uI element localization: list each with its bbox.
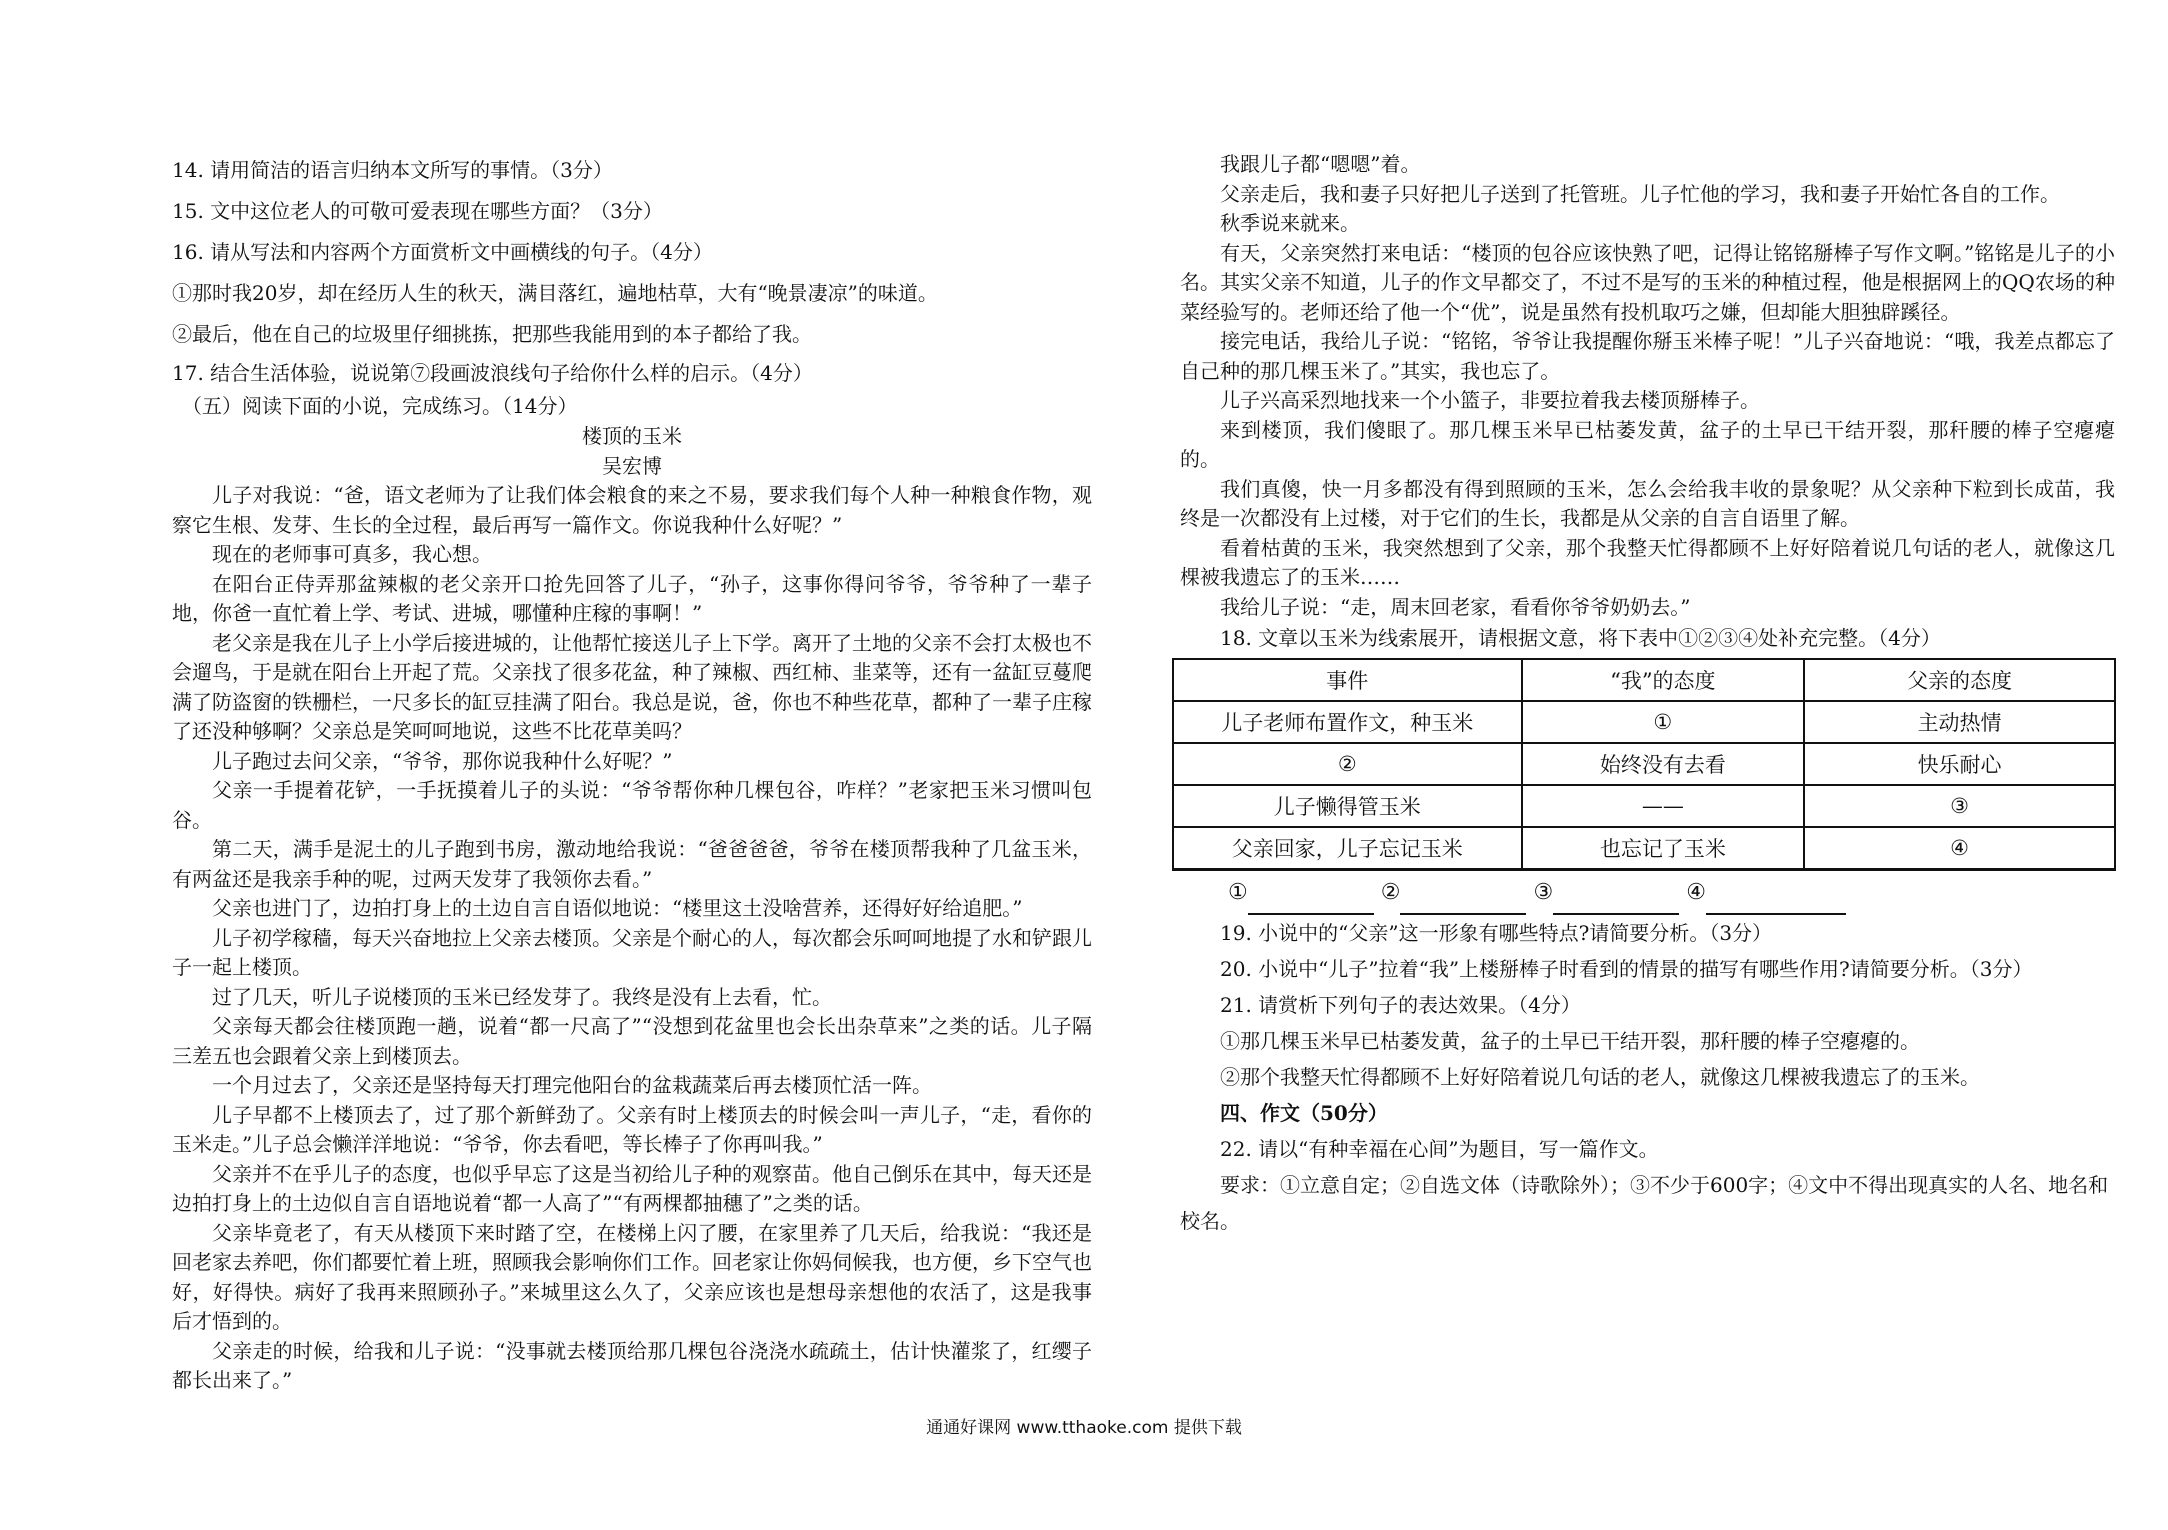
answer-blank[interactable]: [1248, 873, 1374, 915]
questions-14-17: [172, 150, 1092, 391]
question-20: 20. 小说中“儿子”拉着“我”上楼掰棒子时看到的情景的描写有哪些作用?请简要分析。（3分）: [1220, 957, 2033, 981]
question-16-sentence-2: ②最后，他在自己的垃圾里仔细挑拣，把那些我能用到的本子都给了我。: [172, 322, 812, 346]
left-column: [172, 150, 1092, 1396]
table-cell: 父亲回家，儿子忘记玉米: [1173, 827, 1522, 870]
table-cell: ③: [1804, 785, 2115, 827]
story-paragraph: 儿子兴高采烈地找来一个小篮子，非要拉着我去楼顶掰棒子。: [1220, 388, 1760, 412]
story-paragraph: 儿子跑过去问父亲，“爷爷，那你说我种什么好呢？”: [212, 748, 673, 773]
story-paragraph: 父亲每天都会往楼顶跑一趟，说着“都一尺高了”“没想到花盆里也会长出杂草来”之类的话。儿子隔三差五也会跟着父亲上到楼顶去。: [172, 1014, 1092, 1068]
table-row: [1173, 827, 2115, 870]
story-paragraph: 接完电话，我给儿子说：“铭铭，爷爷让我提醒你掰玉米棒子呢！”儿子兴奋地说：“哦，我差点都忘了自己种的那几棵玉米了。”其实，我也忘了。: [1180, 329, 2115, 383]
story-paragraph: 我们真傻，快一月多都没有得到照顾的玉米，怎么会给我丰收的景象呢？从父亲种下粒到长成苗，我终是一次都没有上过楼，对于它们的生长，我都是从父亲的自言自语里了解。: [1180, 476, 2115, 530]
table-cell: ①: [1522, 701, 1805, 743]
story-text-left: [172, 481, 1092, 1396]
question-19: 19. 小说中的“父亲”这一形象有哪些特点?请简要分析。（3分）: [1220, 921, 1773, 945]
question-18: 18. 文章以玉米为线索展开，请根据文意，将下表中①②③④处补充完整。（4分）: [1220, 626, 1941, 650]
table-cell: 快乐耐心: [1804, 743, 2115, 785]
blank-label: ①: [1228, 880, 1248, 905]
story-paragraph: 秋季说来就来。: [1220, 211, 1360, 235]
table-row: [1173, 743, 2115, 785]
blank-label: ③: [1533, 880, 1554, 905]
section-heading: （五）阅读下面的小说，完成练习。（14分）: [182, 394, 578, 418]
story-paragraph: 来到楼顶，我们傻眼了。那几棵玉米早已枯萎发黄，盆子的土早已干结开裂，那秆腰的棒子空瘪瘪的。: [1180, 417, 2115, 471]
story-text-right: [1180, 150, 2115, 622]
question-21: 21. 请赏析下列句子的表达效果。（4分）: [1220, 993, 1581, 1017]
answer-blank[interactable]: [1706, 873, 1846, 915]
table-cell: 儿子懒得管玉米: [1173, 785, 1522, 827]
question-17: 17. 结合生活体验，说说第⑦段画波浪线句子给你什么样的启示。（4分）: [172, 361, 813, 385]
story-paragraph: 父亲走的时候，给我和儿子说：“没事就去楼顶给那几棵包谷浇浇水疏疏土，估计快灌浆了，红缨子都长出来了。”: [172, 1338, 1092, 1392]
questions-19-21: [1180, 915, 2115, 1095]
story-paragraph: 过了几天，听儿子说楼顶的玉米已经发芽了。我终是没有上去看，忙。: [212, 984, 832, 1009]
table-cell: 始终没有去看: [1522, 743, 1805, 785]
story-paragraph: 父亲毕竟老了，有天从楼顶下来时踏了空，在楼梯上闪了腰，在家里养了几天后，给我说：“我还是回老家去养吧，你们都要忙着上班，照顾我会影响你们工作。回老家让你妈伺候我，也方便，乡下空气也好，好得快。病好了我再来照顾孙子。”来城里这么久了，父亲应该也是想母亲想他的农活了，这是我事后才悟到的。: [172, 1220, 1092, 1333]
story-paragraph: 看着枯黄的玉米，我突然想到了父亲，那个我整天忙得都顾不上好好陪着说几句话的老人，就像这几棵被我遗忘了的玉米……: [1180, 535, 2115, 589]
story-paragraph: 儿子初学稼穑，每天兴奋地拉上父亲去楼顶。父亲是个耐心的人，每次都会乐呵呵地提了水和铲跟儿子一起上楼顶。: [172, 925, 1092, 979]
table-header-row: [1173, 659, 2115, 701]
essay-requirements: 要求：①立意自定；②自选文体（诗歌除外）；③不少于600字；④文中不得出现真实的人名、地名和校名。: [1180, 1173, 2109, 1233]
table-cell: 儿子老师布置作文，种玉米: [1173, 701, 1522, 743]
table-row: [1173, 701, 2115, 743]
table-header-cell: 事件: [1173, 659, 1522, 701]
blank-label: ②: [1380, 880, 1401, 905]
answer-blank[interactable]: [1400, 873, 1526, 915]
story-paragraph: 有天，父亲突然打来电话：“楼顶的包谷应该快熟了吧，记得让铭铭掰棒子写作文啊。”铭铭是儿子的小名。其实父亲不知道，儿子的作文早都交了，不过不是写的玉米的种植过程，他是根据网上的QQ农场的种菜经验写的。老师还给了他一个“优”，说是虽然有投机取巧之嫌，但却能大胆独辟蹊径。: [1180, 240, 2115, 324]
story-paragraph: 现在的老师事可真多，我心想。: [212, 542, 492, 566]
question-16: 16. 请从写法和内容两个方面赏析文中画横线的句子。（4分）: [172, 240, 713, 264]
question-15: 15. 文中这位老人的可敬可爱表现在哪些方面？（3分）: [172, 199, 663, 223]
story-paragraph: 在阳台正侍弄那盆辣椒的老父亲开口抢先回答了儿子，“孙子，这事你得问爷爷，爷爷种了一辈子地，你爸一直忙着上学、考试、进城，哪懂种庄稼的事啊！”: [172, 571, 1092, 625]
essay-prompt: 22. 请以“有种幸福在心间”为题目，写一篇作文。: [1220, 1137, 1659, 1161]
table-cell: 主动热情: [1804, 701, 2115, 743]
story-paragraph: 老父亲是我在儿子上小学后接进城的，让他帮忙接送儿子上下学。离开了土地的父亲不会打太极也不会遛鸟，于是就在阳台上开起了荒。父亲找了很多花盆，种了辣椒、西红柿、韭菜等，还有一盆缸豆蔓爬满了防盗窗的铁栅栏，一尺多长的缸豆挂满了阳台。我总是说，爸，你也不种些花草，都种了一辈子庄稼了还没种够啊？父亲总是笑呵呵地说，这些不比花草美吗？: [172, 630, 1092, 743]
blank-label: ④: [1686, 880, 1706, 905]
story-paragraph: 父亲并不在乎儿子的态度，也似乎早忘了这是当初给儿子种的观察苗。他自己倒乐在其中，每天还是边拍打身上的土边似自言自语地说着“都一人高了”“有两棵都抽穗了”之类的话。: [172, 1161, 1092, 1215]
question-21-sentence-1: ①那几棵玉米早已枯萎发黄，盆子的土早已干结开裂，那秆腰的棒子空瘪瘪的。: [1220, 1029, 1920, 1053]
story-paragraph: 第二天，满手是泥土的儿子跑到书房，激动地给我说：“爸爸爸爸，爷爷在楼顶帮我种了几盆玉米，有两盆还是我亲手种的呢，过两天发芽了我领你去看。”: [172, 837, 1092, 891]
table-cell: ④: [1804, 827, 2115, 870]
story-paragraph: 父亲走后，我和妻子只好把儿子送到了托管班。儿子忙他的学习，我和妻子开始忙各自的工作。: [1220, 181, 2060, 206]
story-paragraph: 父亲也进门了，边拍打身上的土边自言自语似地说：“楼里这土没啥营养，还得好好给追肥。”: [212, 896, 1023, 920]
section-four-heading: 四、作文（50分）: [1220, 1101, 1388, 1125]
story-paragraph: 儿子早都不上楼顶去了，过了那个新鲜劲了。父亲有时上楼顶去的时候会叫一声儿子，“走，看你的玉米走。”儿子总会懒洋洋地说：“爷爷，你去看吧，等长棒子了你再叫我。”: [172, 1102, 1092, 1156]
story-author: 吴宏博: [602, 454, 662, 478]
story-paragraph: 一个月过去了，父亲还是坚持每天打理完他阳台的盆栽蔬菜后再去楼顶忙活一阵。: [212, 1073, 932, 1097]
answer-table: [1172, 658, 2116, 871]
right-column: [1180, 150, 2115, 1239]
story-paragraph: 我跟儿子都“嗯嗯”着。: [1220, 152, 1421, 176]
table-cell: ②: [1173, 743, 1522, 785]
answer-blank[interactable]: [1553, 873, 1679, 915]
answer-blanks: [1228, 873, 2115, 915]
question-21-sentence-2: ②那个我整天忙得都顾不上好好陪着说几句话的老人，就像这几棵被我遗忘了的玉米。: [1220, 1065, 1980, 1089]
question-14: 14. 请用简洁的语言归纳本文所写的事情。（3分）: [172, 158, 613, 182]
page-footer: 通通好课网 www.tthaoke.com 提供下载: [926, 1418, 1242, 1438]
table-header-cell: “我”的态度: [1522, 659, 1805, 701]
story-paragraph: 父亲一手提着花铲，一手抚摸着儿子的头说：“爷爷帮你种几棵包谷，咋样？”老家把玉米习惯叫包谷。: [172, 778, 1092, 832]
story-paragraph: 儿子对我说：“爸，语文老师为了让我们体会粮食的来之不易，要求我们每个人种一种粮食作物，观察它生根、发芽、生长的全过程，最后再写一篇作文。你说我种什么好呢？”: [172, 483, 1092, 537]
table-row: [1173, 785, 2115, 827]
table-cell: ——: [1522, 785, 1805, 827]
table-cell: 也忘记了玉米: [1522, 827, 1805, 870]
story-paragraph: 我给儿子说：“走，周末回老家，看看你爷爷奶奶去。”: [1220, 594, 1691, 619]
story-title: 楼顶的玉米: [582, 424, 682, 448]
question-16-sentence-1: ①那时我20岁，却在经历人生的秋天，满目落红，遍地枯草，大有“晚景凄凉”的味道。: [172, 281, 938, 305]
table-header-cell: 父亲的态度: [1804, 659, 2115, 701]
